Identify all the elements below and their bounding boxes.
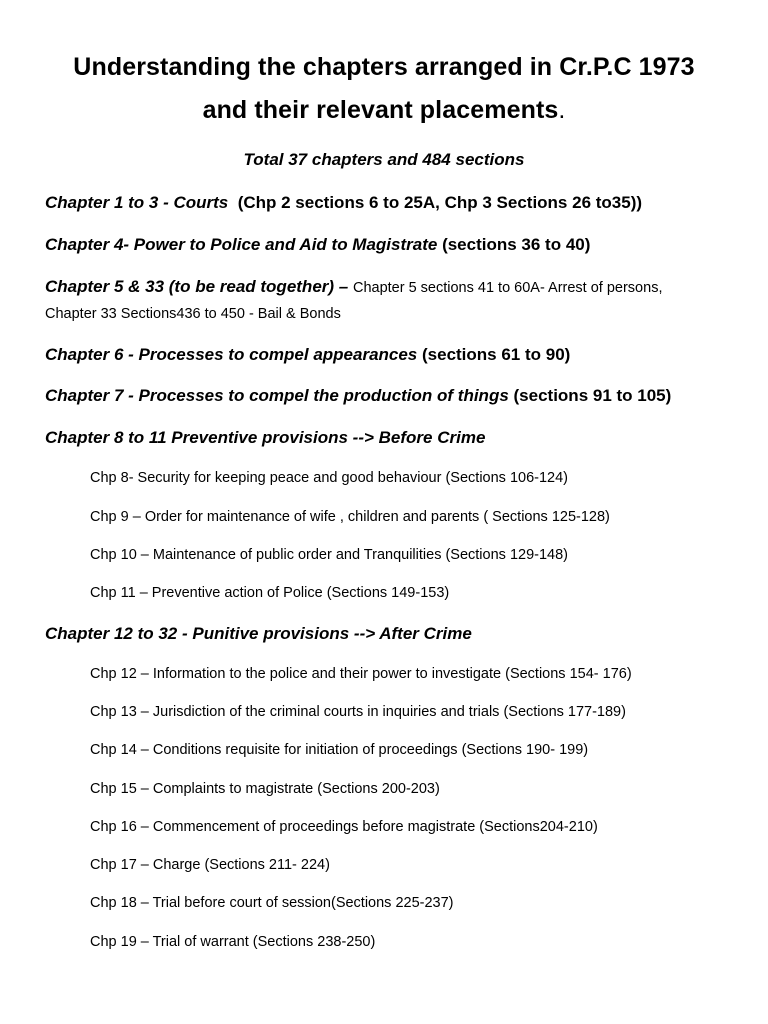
title-period: . [558, 96, 566, 124]
heading-sections: (sections 61 to 90) [422, 345, 571, 364]
list-item-chp-12: Chp 12 – Information to the police and their power to investigate (Sections 154- 176) [90, 666, 632, 682]
heading-title: Chapter 1 to 3 - Courts [45, 193, 229, 212]
heading-chapter-4 [45, 234, 745, 256]
list-item-chp-18: Chp 18 – Trial before court of session(Sections 225-237) [90, 895, 454, 911]
title-line-1: Understanding the chapters arranged in Cr.P.C 1973 [73, 53, 695, 81]
list-item-chp-17: Chp 17 – Charge (Sections 211- 224) [90, 857, 330, 873]
title-line-2-text: and their relevant placements [202, 96, 559, 124]
heading-chapter-5-33 [45, 276, 745, 299]
list-item-chp-15: Chp 15 – Complaints to magistrate (Sections 200-203) [90, 781, 440, 797]
list-item-chp-11: Chp 11 – Preventive action of Police (Sections 149-153) [90, 585, 450, 601]
list-item-chp-9: Chp 9 – Order for maintenance of wife , children and parents ( Sections 125-128) [90, 509, 610, 525]
list-item-chp-8: Chp 8- Security for keeping peace and good behaviour (Sections 106-124) [90, 470, 568, 486]
heading-title: Chapter 6 - Processes to compel appearances [45, 345, 418, 364]
heading-sections: (Chp 2 sections 6 to 25A, Chp 3 Sections 26 to35)) [237, 193, 643, 212]
heading-title: Chapter 7 - Processes to compel the production of things [45, 386, 509, 405]
title-line-2 [0, 95, 768, 125]
heading-sections: (sections 36 to 40) [442, 235, 591, 254]
heading-chapters-1-3 [45, 192, 745, 214]
heading-preventive-provisions [45, 427, 745, 449]
heading-chapter-6 [45, 344, 745, 366]
list-item-chp-13: Chp 13 – Jurisdiction of the criminal courts in inquiries and trials (Sections 177-189) [90, 704, 626, 720]
heading-title: Chapter 12 to 32 - Punitive provisions --> After Crime [45, 624, 472, 643]
heading-sections: (sections 91 to 105) [513, 386, 672, 405]
heading-sections: Chapter 5 sections 41 to 60A- Arrest of persons, [352, 280, 663, 296]
subtitle: Total 37 chapters and 484 sections [243, 150, 525, 169]
list-item-chp-14: Chp 14 – Conditions requisite for initiation of proceedings (Sections 190- 199) [90, 742, 589, 758]
heading-title: Chapter 5 & 33 (to be read together) – [45, 277, 349, 296]
heading-chapter-5-33-continuation: Chapter 33 Sections436 to 450 - Bail & Bonds [45, 306, 341, 322]
heading-title: Chapter 8 to 11 Preventive provisions --> Before Crime [45, 428, 486, 447]
heading-title: Chapter 4- Power to Police and Aid to Magistrate [45, 235, 438, 254]
list-item-chp-16: Chp 16 – Commencement of proceedings before magistrate (Sections204-210) [90, 819, 598, 835]
heading-chapter-7 [45, 385, 745, 407]
heading-punitive-provisions [45, 623, 745, 645]
list-item-chp-10: Chp 10 – Maintenance of public order and Tranquilities (Sections 129-148) [90, 547, 568, 563]
list-item-chp-19: Chp 19 – Trial of warrant (Sections 238-250) [90, 934, 376, 950]
